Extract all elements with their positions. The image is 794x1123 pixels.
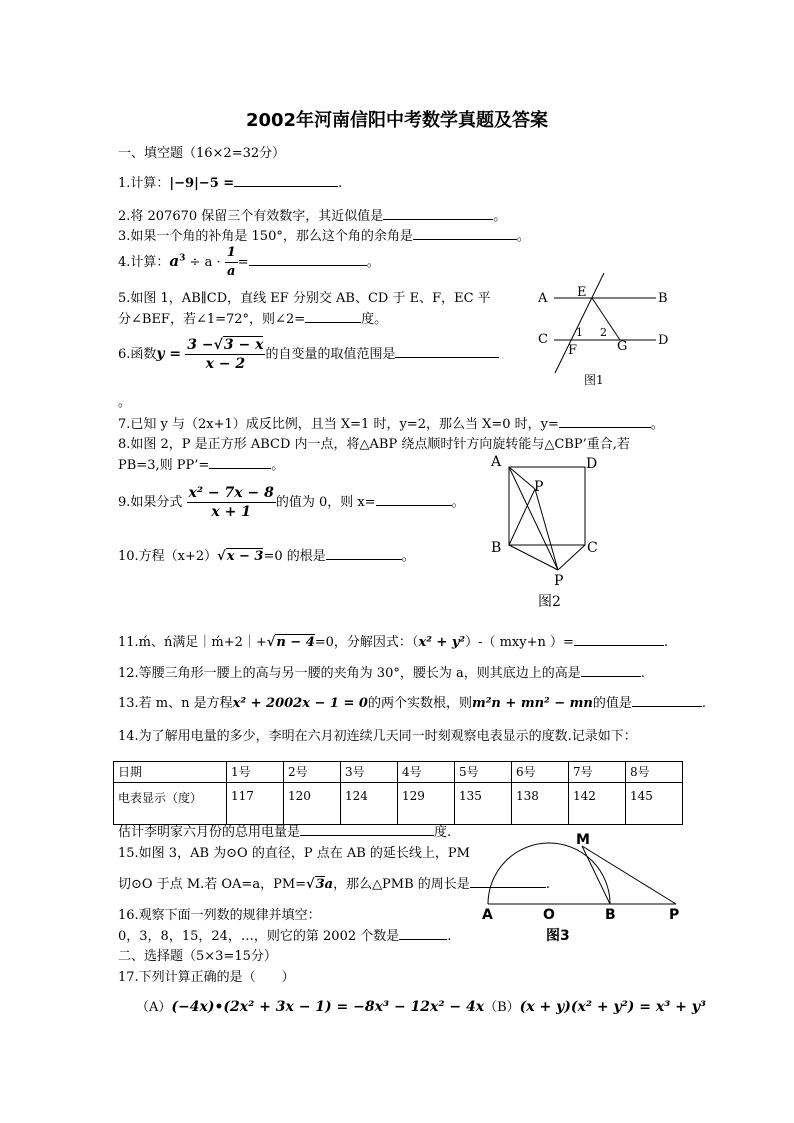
radical-sign: √ xyxy=(213,337,223,353)
q6-trailing-dot: 。 xyxy=(118,395,132,410)
table-row xyxy=(114,783,683,825)
table-cell: 8号 xyxy=(626,762,683,783)
question-13 xyxy=(118,692,706,711)
q15-text-b: ，那么△PMB 的周长是 xyxy=(333,877,470,892)
q4-a: a xyxy=(169,252,180,270)
label-b: B xyxy=(605,907,616,923)
q14-answer-blank[interactable] xyxy=(300,823,434,836)
q15-text-a: 切⊙O 于点 M.若 OA=a，PM= xyxy=(118,877,307,892)
q12-answer-blank[interactable] xyxy=(581,664,641,677)
label-b: B xyxy=(658,291,668,306)
q10-radical: √x − 3 xyxy=(217,549,264,564)
q13-expression: m²n + mn² − mn xyxy=(471,696,593,711)
q6-num-a: 3 − xyxy=(187,337,214,353)
label-e: E xyxy=(577,285,587,300)
figure-3 xyxy=(476,828,686,946)
q4-exponent: 3 xyxy=(179,253,186,264)
label-p: P xyxy=(669,907,680,923)
table-cell: 120 xyxy=(284,783,341,825)
q15-radicand: 3 xyxy=(315,877,325,892)
question-6 xyxy=(118,336,499,373)
q15-radical: √3a xyxy=(306,877,334,892)
q6-radicand: 3 − x xyxy=(223,337,264,353)
q13-equation: x² + 2002x − 1 = 0 xyxy=(232,696,368,711)
table-cell: 142 xyxy=(569,783,626,825)
label-a: A xyxy=(482,907,493,923)
q10-text: =0 的根是 xyxy=(263,549,326,564)
question-1 xyxy=(118,172,342,191)
q2-suffix: 。 xyxy=(493,209,507,224)
option-b-expression: (x + y)(x² + y²) = x³ + y³ xyxy=(519,999,707,1015)
q14-after-text: 估计李明家六月份的总用电量是 xyxy=(118,825,301,840)
table-cell: 4号 xyxy=(398,762,455,783)
table-header-row xyxy=(114,762,683,783)
q11-tail: ）-（ mxy+n ）= xyxy=(465,635,574,650)
figure-1-caption: 图1 xyxy=(584,373,604,387)
q9-fraction xyxy=(187,484,276,521)
figure-2 xyxy=(488,452,608,612)
question-7 xyxy=(118,413,664,432)
q7-suffix: 。 xyxy=(650,417,664,432)
section-fill-blank: 一、填空题（16×2=32分） xyxy=(118,146,286,161)
label-m: M xyxy=(576,832,590,848)
q13-suffix: . xyxy=(701,696,707,711)
q5-text: 分∠BEF，若∠1=72°，则∠2= xyxy=(118,312,306,327)
q15-suffix: . xyxy=(545,877,550,892)
question-17-options xyxy=(136,996,706,1015)
option-b-label: （B） xyxy=(484,1000,520,1015)
q3-suffix: 。 xyxy=(516,229,530,244)
angle-2-label: 2 xyxy=(600,326,607,339)
section-multiple-choice: 二、选择题（5×3=15分） xyxy=(118,949,277,964)
q12-text: 12.等腰三角形一腰上的高与另一腰的夹角为 30°，腰长为 a，则其底边上的高是 xyxy=(118,666,581,681)
q12-suffix: . xyxy=(640,666,645,681)
q16-answer-blank[interactable] xyxy=(399,927,447,940)
meter-reading-table xyxy=(113,761,683,825)
table-cell: 日期 xyxy=(114,762,227,783)
label-c: C xyxy=(538,332,548,347)
q10-prefix: 10.方程（x+2） xyxy=(118,549,218,564)
q4-mid: ÷ a · xyxy=(189,255,221,270)
question-3 xyxy=(118,225,530,244)
table-cell: 135 xyxy=(455,783,512,825)
q8-suffix: 。 xyxy=(271,458,285,473)
question-16-line1: 16.观察下面一列数的规律并填空： xyxy=(118,908,321,923)
q14-suffix: 度. xyxy=(434,825,452,840)
table-cell: 6号 xyxy=(512,762,569,783)
q2-answer-blank[interactable] xyxy=(383,207,493,220)
table-cell: 138 xyxy=(512,783,569,825)
q13-tail: 的值是 xyxy=(592,696,632,711)
label-a: A xyxy=(491,454,502,470)
question-8-line1: 8.如图 2，P 是正方形 ABCD 内一点，将△ABP 绕点顺时针方向旋转能与△CBP’重合,若 xyxy=(118,437,630,452)
q11-answer-blank[interactable] xyxy=(574,633,664,646)
question-5-line1: 5.如图 1，AB∥CD，直线 EF 分别交 AB、CD 于 E、F，EC 平 xyxy=(118,291,491,306)
figure-3-caption: 图3 xyxy=(546,928,570,944)
q9-answer-blank[interactable] xyxy=(376,493,452,506)
q4-suffix: 。 xyxy=(366,255,380,270)
question-2 xyxy=(118,205,506,224)
q8-text: PB=3,则 PP’= xyxy=(118,458,210,473)
q5-answer-blank[interactable] xyxy=(305,310,361,323)
q6-answer-blank[interactable] xyxy=(395,345,499,358)
q9-denominator: x + 1 xyxy=(211,504,251,520)
table-cell: 2号 xyxy=(284,762,341,783)
table-cell: 145 xyxy=(626,783,683,825)
label-b: B xyxy=(491,540,502,556)
segment-bp xyxy=(509,489,535,545)
question-16-line2 xyxy=(118,925,451,944)
question-9 xyxy=(118,484,465,521)
q4-prefix: 4.计算： xyxy=(118,255,170,270)
q9-suffix: 。 xyxy=(451,495,465,510)
q9-numerator: x² − 7x − 8 xyxy=(188,485,274,501)
label-g: G xyxy=(617,339,628,354)
question-15-line1: 15.如图 3，AB 为⊙O 的直径，P 点在 AB 的延长线上，PM xyxy=(118,846,470,861)
label-c: C xyxy=(587,540,598,556)
q11-radicand: n − 4 xyxy=(276,635,315,650)
q11-expression: x² + y² xyxy=(418,635,466,650)
table-cell: 1号 xyxy=(227,762,284,783)
question-14: 14.为了解用电量的多少，李明在六月初连续几天同一时刻观察电表显示的度数.记录如下： xyxy=(118,729,637,744)
q11-mid: =0，分解因式：（ xyxy=(314,635,419,650)
q1-suffix: . xyxy=(338,176,343,191)
table-cell: 124 xyxy=(341,783,398,825)
table-cell: 129 xyxy=(398,783,455,825)
q6-y: y = xyxy=(156,346,182,362)
q4-answer-blank[interactable] xyxy=(249,253,367,266)
q1-answer-blank[interactable] xyxy=(234,174,338,187)
question-17: 17.下列计算正确的是（ ） xyxy=(118,970,295,985)
question-14-estimate xyxy=(118,821,451,840)
q13-mid: 的两个实数根，则 xyxy=(367,696,472,711)
q6-denominator: x − 2 xyxy=(205,356,246,372)
q5-suffix: 度。 xyxy=(361,312,388,327)
page-title: 2002年河南信阳中考数学真题及答案 xyxy=(245,110,549,131)
figure-1 xyxy=(530,268,680,390)
q4-equals: = xyxy=(237,255,249,270)
q11-suffix: . xyxy=(663,635,669,650)
q11-prefix: 11.ḿ、ń满足｜ḿ+2｜+ xyxy=(118,635,267,650)
question-11 xyxy=(118,631,668,650)
q11-radical: √n − 4 xyxy=(266,635,315,650)
label-a: A xyxy=(538,291,548,306)
segment-ap xyxy=(509,467,535,489)
label-d: D xyxy=(586,456,598,472)
table-cell: 7号 xyxy=(569,762,626,783)
q7-answer-blank[interactable] xyxy=(559,415,651,428)
question-10 xyxy=(118,545,415,564)
q4-numerator: 1 xyxy=(225,244,238,263)
q2-text: 2.将 207670 保留三个有效数字，其近似值是 xyxy=(118,209,384,224)
question-12 xyxy=(118,662,645,681)
label-d: D xyxy=(658,333,669,348)
table-cell: 3号 xyxy=(341,762,398,783)
q6-prefix: 6.函数 xyxy=(118,347,157,362)
q3-answer-blank[interactable] xyxy=(413,227,517,240)
q10-radicand: x − 3 xyxy=(226,549,264,564)
q10-answer-blank[interactable] xyxy=(326,547,402,560)
angle-1-label: 1 xyxy=(576,326,583,339)
question-8-line2 xyxy=(118,454,284,473)
segment-cp2 xyxy=(558,545,585,570)
q9-prefix: 9.如果分式 xyxy=(118,495,183,510)
label-f: F xyxy=(568,343,578,358)
q13-answer-blank[interactable] xyxy=(632,694,702,707)
q3-text: 3.如果一个角的补角是 150°，那么这个角的余角是 xyxy=(118,229,413,244)
q1-expression: |−9|−5 = xyxy=(169,176,235,191)
q4-denominator: a xyxy=(227,264,236,279)
question-4 xyxy=(118,244,380,281)
figure-2-caption: 图2 xyxy=(538,594,561,610)
table-cell: 5号 xyxy=(455,762,512,783)
square-abcd xyxy=(509,467,585,545)
option-a-label: （A） xyxy=(136,1000,172,1015)
question-5-line2 xyxy=(118,308,387,327)
q10-suffix: 。 xyxy=(401,549,415,564)
label-o: O xyxy=(543,907,555,923)
q6-fraction xyxy=(185,336,265,373)
table-cell: 117 xyxy=(227,783,284,825)
q8-answer-blank[interactable] xyxy=(209,456,271,469)
q7-text: 7.已知 y 与（2x+1）成反比例，且当 X=1 时，y=2，那么当 X=0 时，y= xyxy=(118,417,559,432)
label-p-prime: P xyxy=(554,573,564,589)
table-cell: 电表显示（度） xyxy=(114,783,227,825)
q15-radical-a: a xyxy=(324,877,334,892)
option-a-expression: (−4x)•(2x² + 3x − 1) = −8x³ − 12x² − 4x xyxy=(171,999,485,1015)
q9-text: 的值为 0，则 x= xyxy=(275,495,376,510)
q13-prefix: 13.若 m、n 是方程 xyxy=(118,696,233,711)
q6-text: 的自变量的取值范围是 xyxy=(265,347,396,362)
label-p: P xyxy=(534,479,544,495)
q16-text: 0，3，8，15，24，…，则它的第 2002 个数是 xyxy=(118,929,400,944)
q6-numerator xyxy=(185,336,265,355)
q16-suffix: . xyxy=(447,929,452,944)
segment-bp2 xyxy=(509,545,558,570)
q4-fraction xyxy=(225,244,238,281)
q1-prefix: 1.计算： xyxy=(118,176,170,191)
